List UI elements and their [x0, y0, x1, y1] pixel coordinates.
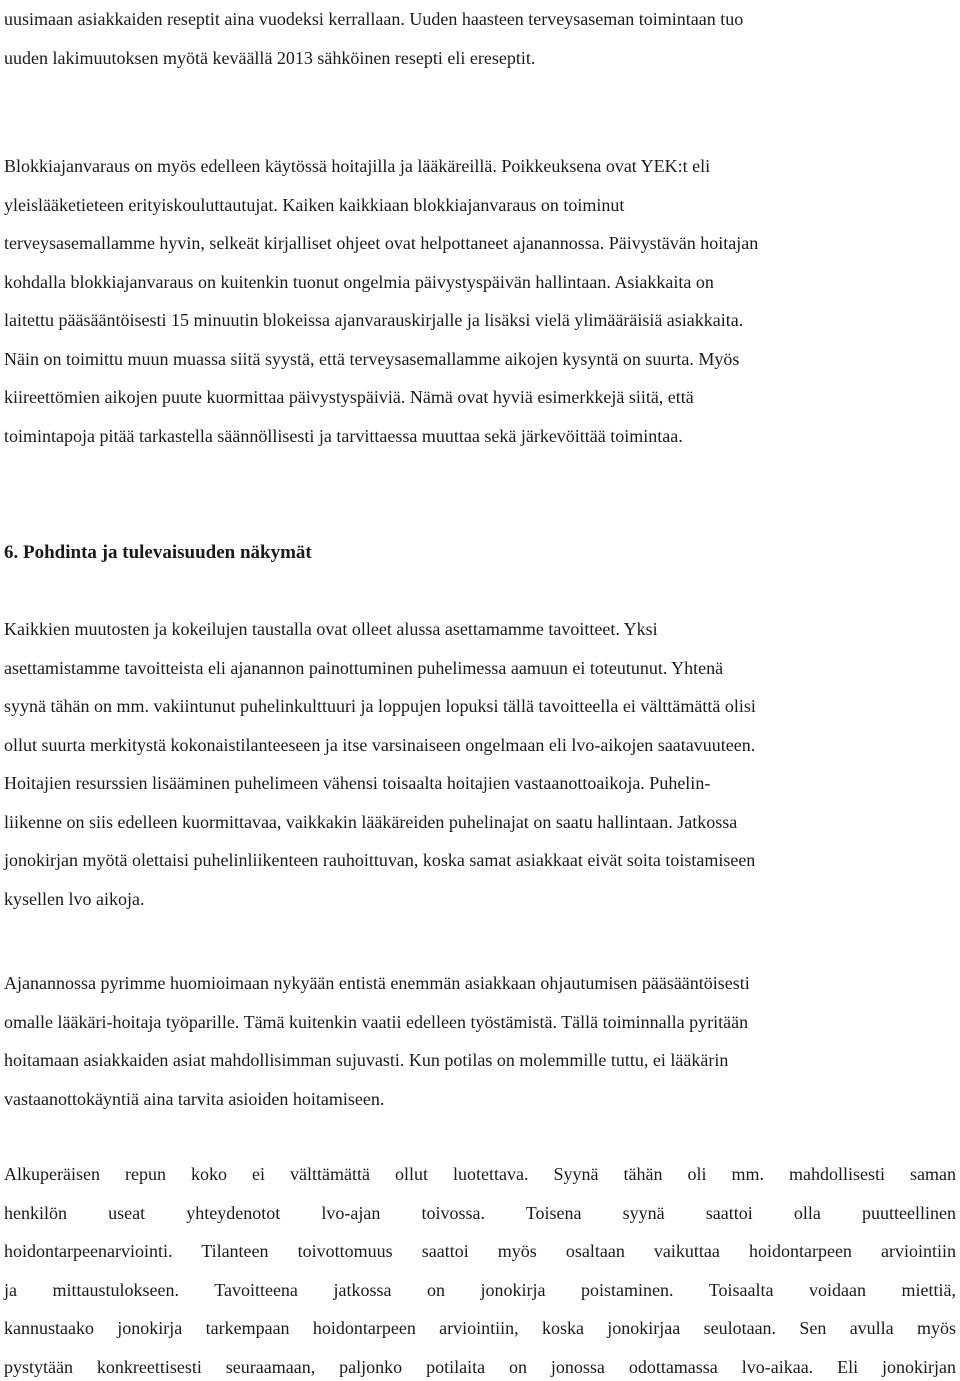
paragraph-ereseptit: uusimaan asiakkaiden reseptit aina vuodeksi kerrallaan. Uuden haasteen terveysaseman toimintaan tuo uuden lakimuutoksen myötä keväällä 2013 sähköinen resepti eli ereseptit. [4, 9, 744, 68]
paragraph-tavoitteet: Kaikkien muutosten ja kokeilujen taustalla ovat olleet alussa asettamamme tavoitteet. Yksi asettamistamme tavoitteista eli ajanannon painottuminen puhelimessa aamuun ei toteutunut. Yhtenä syynä tähän on mm. vakiintunut puhelinkulttuuri ja loppujen lopuksi tällä tavoitteella ei välttämättä olisi ollut suurta merkitystä kokonaistilanteeseen ja itse varsinaiseen ongelmaan eli lvo-aikojen saatavuuteen. Hoitajien resurssien lisääminen puhelimeen vähensi toisaalta hoitajien vastaanottoaikoja. Puhelin- liikenne on siis edelleen kuormittavaa, vaikkakin lääkäreiden puhelinajat on saatu hallintaan. Jatkossa jonokirjan myötä olettaisi puhelinliikenteen rauhoittuvan, koska samat asiakkaat eivät soita toistamiseen kysellen lvo aikoja. [4, 619, 756, 909]
paragraph-ajanannossa: Ajanannossa pyrimme huomioimaan nykyään entistä enemmän asiakkaan ohjautumisen pääsääntöisesti omalle lääkäri-hoitaja työparille. Tämä kuitenkin vaatii edelleen työstämistä. Tällä toiminnalla pyritään hoitamaan asiakkaiden asiat mahdollisimman sujuvasti. Kun potilas on molemmille tuttu, ei lääkärin vastaanottokäyntiä aina tarvita asioiden hoitamiseen. [4, 973, 750, 1109]
paragraph-alkuperainen-reppu: Alkuperäisen repun koko ei välttämättä ollut luotettava. Syynä tähän oli mm. mahdollisesti saman henkilön useat yhteydenotot lvo-ajan toivossa. Toisena syynä saattoi olla puutteellinen hoidontarpeenarviointi. Tilanteen toivottomuus saattoi myös osaltaan vaikuttaa hoidontarpeen arviointiin ja mittaustulokseen. Tavoitteena jatkossa on jonokirja poistaminen. Toisaalta voidaan miettiä, kannustaako jonokirja tarkempaan hoidontarpeen arviointiin, koska jonokirjaa seulotaan. Sen avulla myös pystytään konkreettisesti seuraamaan, paljonko potilaita on jonossa odottamassa lvo-aikaa. Eli jonokirjan [4, 1164, 956, 1377]
section-heading: 6. Pohdinta ja tulevaisuuden näkymät [4, 542, 312, 563]
paragraph-blokkiajanvaraus: Blokkiajanvaraus on myös edelleen käytössä hoitajilla ja lääkäreillä. Poikkeuksena ovat YEK:t eli yleislääketieteen erityiskouluttautujat. Kaiken kaikkiaan blokkiajanvaraus on toiminut terveysasemallamme hyvin, selkeät kirjalliset ohjeet ovat helpottaneet ajanannossa. Päivystävän hoitajan kohdalla blokkiajanvaraus on kuitenkin tuonut ongelmia päivystyspäivän hallintaan. Asiakkaita on laitettu pääsääntöisesti 15 minuutin blokeissa ajanvarauskirjalle ja lisäksi vielä ylimääräisiä asiakkaita. Näin on toimittu muun muassa siitä syystä, että terveysasemallamme aikojen kysyntä on suurta. Myös kiireettömien aikojen puute kuormittaa päivystyspäiviä. Nämä ovat hyviä esimerkkejä siitä, että toimintapoja pitää tarkastella säännöllisesti ja tarvittaessa muuttaa sekä järkevöittää toimintaa. [4, 156, 759, 446]
